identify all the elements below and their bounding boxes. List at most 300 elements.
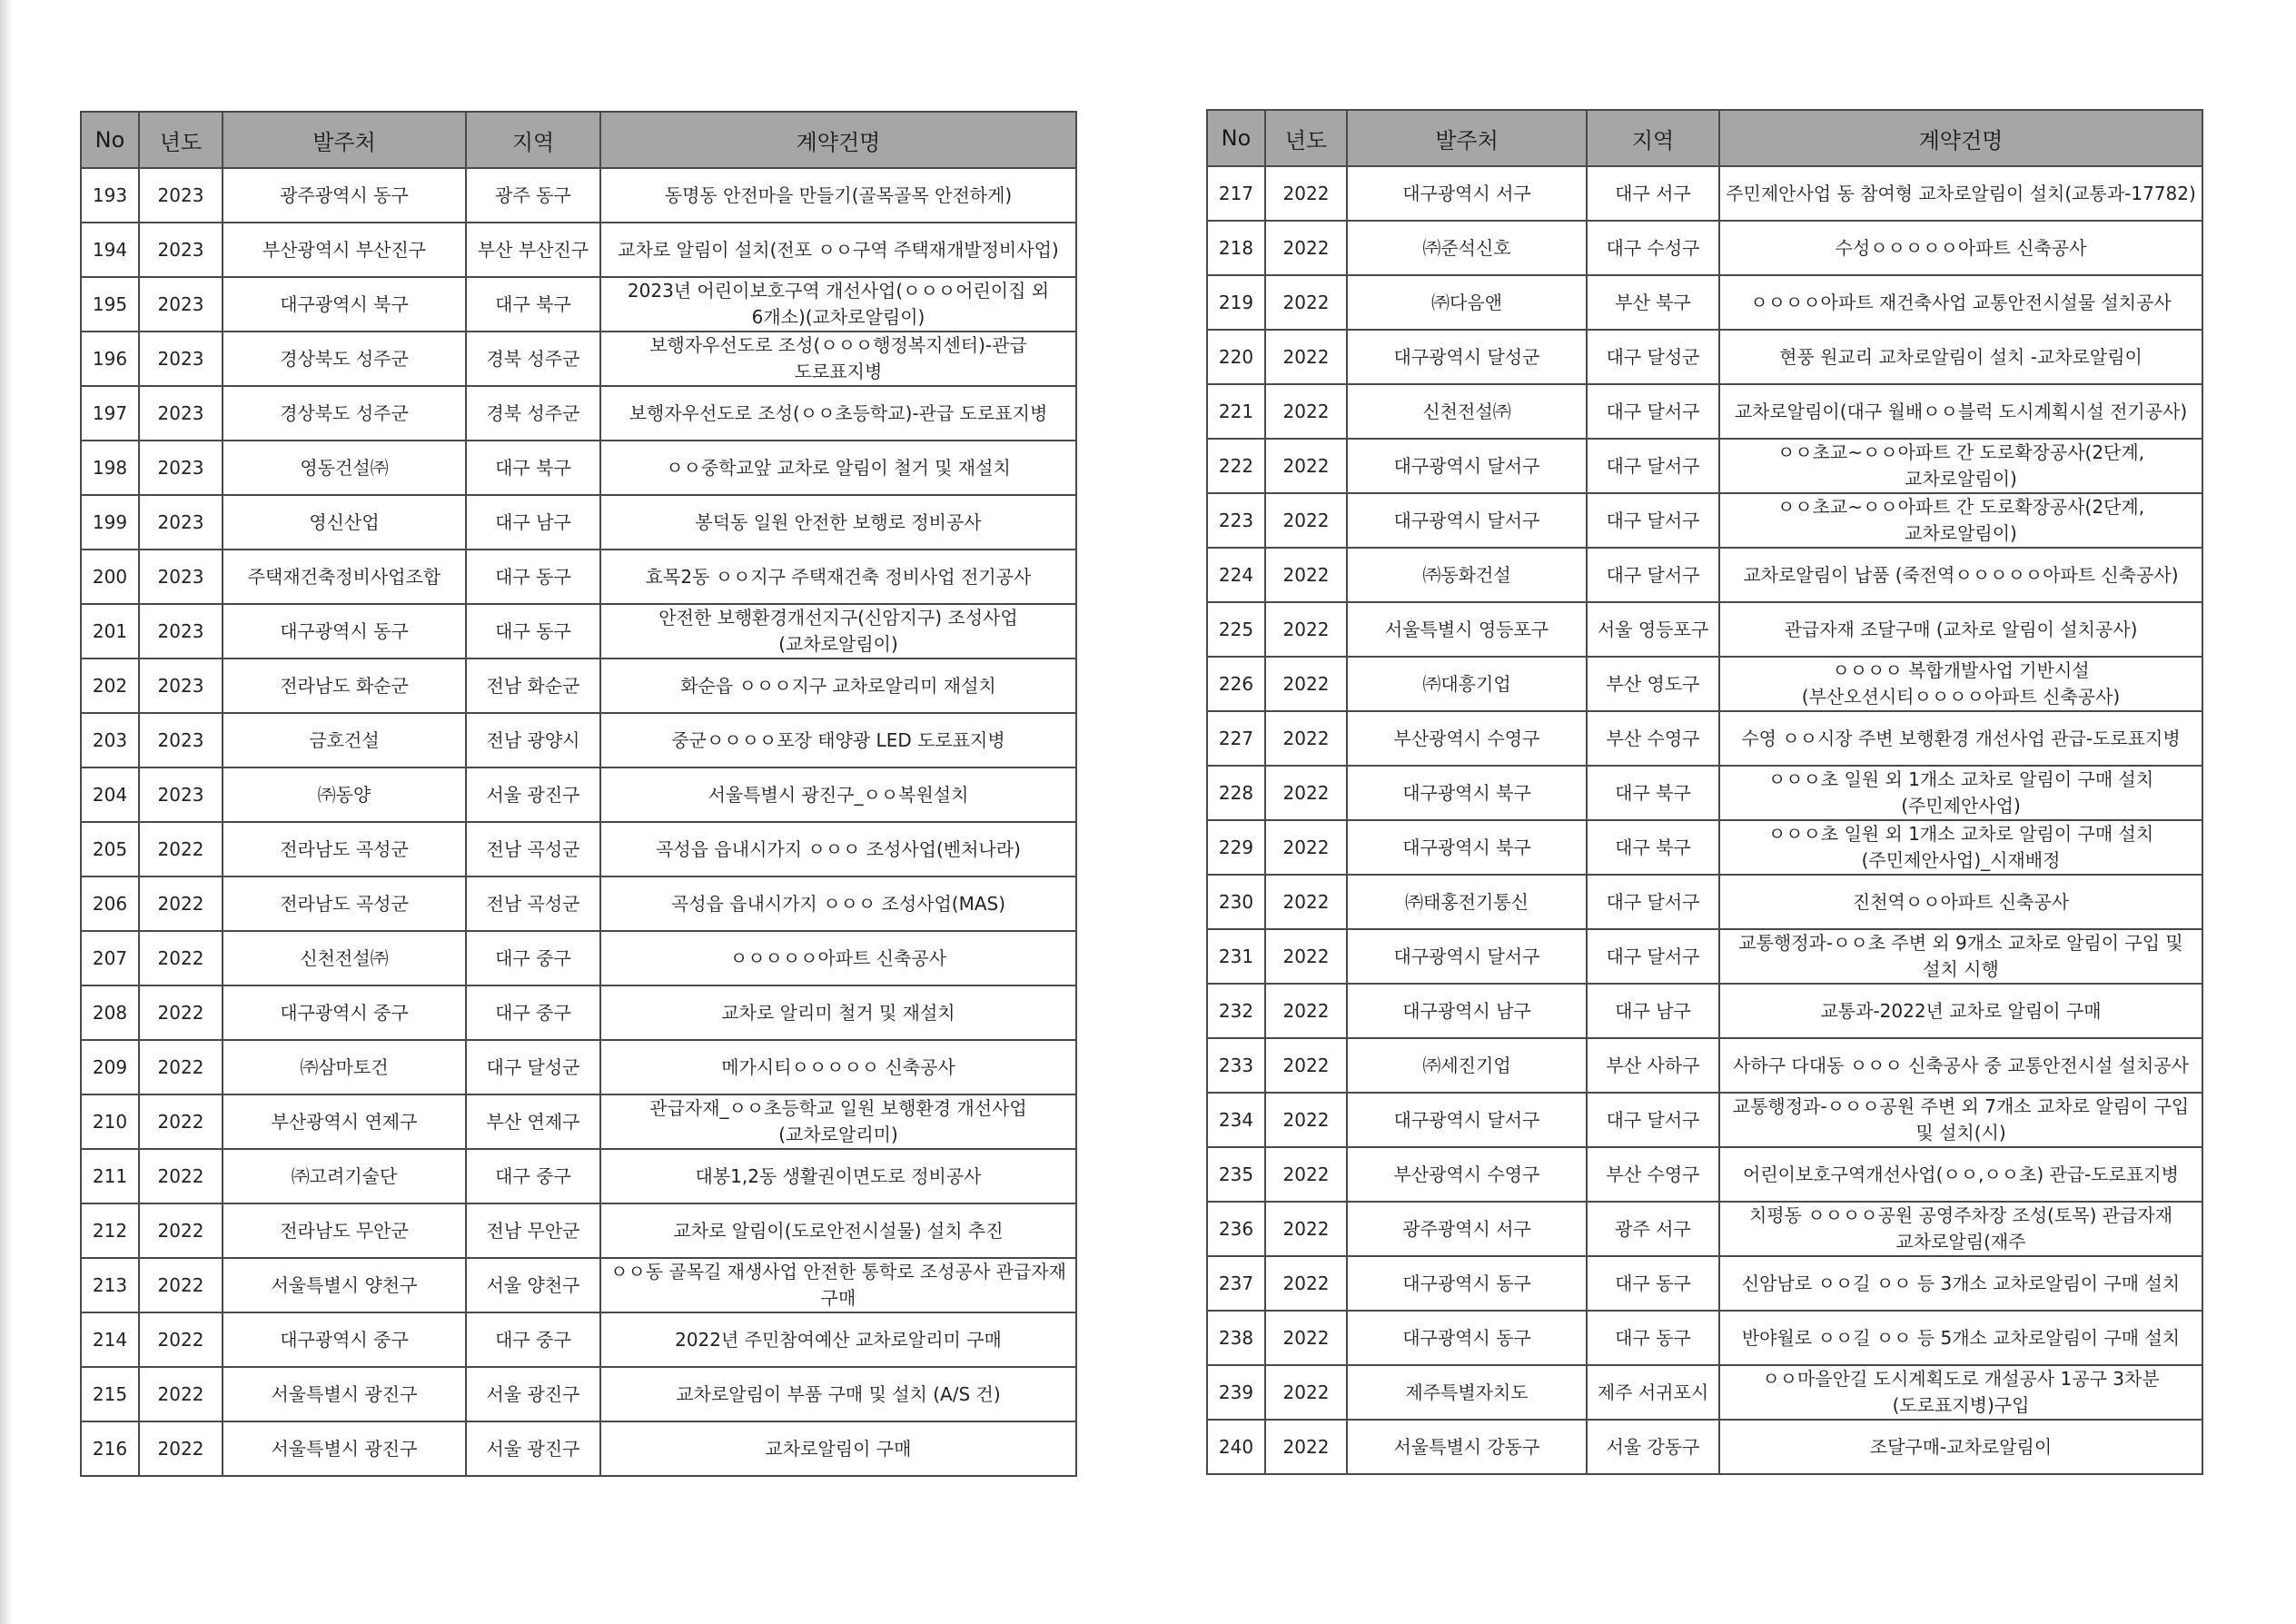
cell-client: 대구광역시 동구	[1347, 1256, 1587, 1311]
cell-client: 대구광역시 북구	[1347, 766, 1587, 820]
cell-region: 대구 남구	[1587, 984, 1719, 1038]
cell-no: 198	[81, 441, 139, 495]
cell-region: 대구 달서구	[1587, 1093, 1719, 1147]
table-row	[1207, 929, 2202, 984]
cell-no: 239	[1207, 1365, 1265, 1420]
cell-client: 대구광역시 달서구	[1347, 493, 1587, 548]
right-page	[1148, 0, 2296, 1624]
cell-year: 2023	[139, 713, 223, 767]
cell-contract-name: 교차로 알리미 철거 및 재설치	[600, 985, 1076, 1040]
table-row	[81, 550, 1076, 604]
table-row	[1207, 221, 2202, 275]
cell-region: 광주 동구	[466, 168, 600, 223]
table-row	[1207, 1093, 2202, 1147]
cell-year: 2023	[139, 386, 223, 441]
cell-contract-name: 메가시티ㅇㅇㅇㅇㅇ 신축공사	[600, 1040, 1076, 1094]
table-row	[1207, 548, 2202, 602]
cell-region: 대구 북구	[1587, 820, 1719, 875]
cell-contract-name: ㅇㅇ동 골목길 재생사업 안전한 통학로 조성공사 관급자재 구매	[600, 1258, 1076, 1312]
cell-year: 2023	[139, 604, 223, 659]
cell-region: 대구 중구	[466, 1312, 600, 1367]
cell-no: 232	[1207, 984, 1265, 1038]
cell-contract-name: 교통행정과-ㅇㅇㅇ공원 주변 외 7개소 교차로 알림이 구입 및 설치(시)	[1719, 1093, 2202, 1147]
table-row	[81, 1040, 1076, 1094]
cell-contract-name: ㅇㅇㅇ초 일원 외 1개소 교차로 알림이 구매 설치(주민제안사업)	[1719, 766, 2202, 820]
cell-contract-name: 교차로알림이 부품 구매 및 설치 (A/S 건)	[600, 1367, 1076, 1421]
header-client: 발주처	[1347, 110, 1587, 166]
table-row	[81, 876, 1076, 931]
cell-region: 부산 수영구	[1587, 1147, 1719, 1202]
cell-no: 204	[81, 767, 139, 822]
cell-client: 금호건설	[223, 713, 466, 767]
cell-no: 220	[1207, 330, 1265, 384]
cell-no: 237	[1207, 1256, 1265, 1311]
cell-year: 2022	[1265, 1256, 1347, 1311]
contracts-table-right	[1206, 109, 2203, 1475]
table-row	[81, 168, 1076, 223]
cell-client: 서울특별시 광진구	[223, 1421, 466, 1476]
table-row	[81, 985, 1076, 1040]
cell-client: 대구광역시 중구	[223, 985, 466, 1040]
cell-year: 2022	[139, 931, 223, 985]
cell-year: 2023	[139, 495, 223, 550]
cell-year: 2023	[139, 223, 223, 277]
cell-contract-name: 주민제안사업 동 참여형 교차로알림이 설치(교통과-17782)	[1719, 166, 2202, 221]
cell-region: 대구 중구	[466, 985, 600, 1040]
cell-client: 전라남도 화순군	[223, 659, 466, 713]
cell-year: 2023	[139, 332, 223, 386]
cell-region: 경북 성주군	[466, 332, 600, 386]
table-row	[81, 386, 1076, 441]
cell-contract-name: 교차로알림이 납품 (죽전역ㅇㅇㅇㅇㅇ아파트 신축공사)	[1719, 548, 2202, 602]
cell-year: 2022	[1265, 711, 1347, 766]
table-row	[81, 1203, 1076, 1258]
cell-contract-name: 반야월로 ㅇㅇ길 ㅇㅇ 등 5개소 교차로알림이 구매 설치	[1719, 1311, 2202, 1365]
cell-contract-name: 화순읍 ㅇㅇㅇ지구 교차로알리미 재설치	[600, 659, 1076, 713]
cell-no: 205	[81, 822, 139, 876]
cell-region: 대구 동구	[1587, 1311, 1719, 1365]
cell-contract-name: ㅇㅇ중학교앞 교차로 알림이 철거 및 재설치	[600, 441, 1076, 495]
cell-client: 서울특별시 양천구	[223, 1258, 466, 1312]
cell-no: 225	[1207, 602, 1265, 657]
cell-client: 영신산업	[223, 495, 466, 550]
table-row	[1207, 766, 2202, 820]
table-row	[81, 1312, 1076, 1367]
cell-region: 전남 화순군	[466, 659, 600, 713]
cell-contract-name: 교차로 알림이 설치(전포 ㅇㅇ구역 주택재개발정비사업)	[600, 223, 1076, 277]
cell-region: 서울 광진구	[466, 767, 600, 822]
cell-no: 219	[1207, 275, 1265, 330]
cell-region: 대구 동구	[466, 604, 600, 659]
cell-region: 경북 성주군	[466, 386, 600, 441]
cell-client: ㈜고려기술단	[223, 1149, 466, 1203]
cell-no: 227	[1207, 711, 1265, 766]
cell-no: 221	[1207, 384, 1265, 439]
cell-year: 2022	[139, 1094, 223, 1149]
cell-contract-name: 조달구매-교차로알림이	[1719, 1420, 2202, 1474]
header-year: 년도	[139, 112, 223, 168]
cell-contract-name: 사하구 다대동 ㅇㅇㅇ 신축공사 중 교통안전시설 설치공사	[1719, 1038, 2202, 1093]
table-row	[81, 1367, 1076, 1421]
cell-no: 217	[1207, 166, 1265, 221]
cell-year: 2022	[1265, 929, 1347, 984]
cell-year: 2022	[139, 1149, 223, 1203]
cell-contract-name: 교차로알림이(대구 월배ㅇㅇ블럭 도시계획시설 전기공사)	[1719, 384, 2202, 439]
cell-year: 2022	[1265, 384, 1347, 439]
cell-client: 전라남도 곡성군	[223, 822, 466, 876]
table-body-left	[81, 168, 1076, 1476]
table-row	[81, 713, 1076, 767]
cell-region: 대구 달서구	[1587, 548, 1719, 602]
table-header-row	[81, 112, 1076, 168]
cell-region: 부산 영도구	[1587, 657, 1719, 711]
cell-client: 부산광역시 수영구	[1347, 711, 1587, 766]
cell-no: 230	[1207, 875, 1265, 929]
cell-client: ㈜대흥기업	[1347, 657, 1587, 711]
table-row	[1207, 1256, 2202, 1311]
cell-region: 대구 달서구	[1587, 929, 1719, 984]
cell-client: 부산광역시 부산진구	[223, 223, 466, 277]
cell-no: 231	[1207, 929, 1265, 984]
table-row	[1207, 330, 2202, 384]
cell-region: 전남 광양시	[466, 713, 600, 767]
cell-no: 202	[81, 659, 139, 713]
cell-client: 경상북도 성주군	[223, 386, 466, 441]
cell-region: 대구 중구	[466, 931, 600, 985]
cell-year: 2022	[1265, 1202, 1347, 1256]
cell-region: 대구 중구	[466, 1149, 600, 1203]
cell-region: 부산 연제구	[466, 1094, 600, 1149]
cell-client: 서울특별시 영등포구	[1347, 602, 1587, 657]
cell-client: 대구광역시 북구	[223, 277, 466, 332]
cell-region: 대구 동구	[466, 550, 600, 604]
cell-no: 195	[81, 277, 139, 332]
cell-contract-name: ㅇㅇ초교~ㅇㅇ아파트 간 도로확장공사(2단계, 교차로알림이)	[1719, 439, 2202, 493]
cell-region: 부산 부산진구	[466, 223, 600, 277]
header-no: No	[81, 112, 139, 168]
table-row	[1207, 1202, 2202, 1256]
cell-region: 대구 달서구	[1587, 493, 1719, 548]
table-row	[81, 931, 1076, 985]
table-row	[1207, 1365, 2202, 1420]
cell-year: 2022	[1265, 439, 1347, 493]
cell-year: 2023	[139, 550, 223, 604]
contracts-table-left	[80, 111, 1077, 1477]
cell-contract-name: 어린이보호구역개선사업(ㅇㅇ,ㅇㅇ초) 관급-도로표지병	[1719, 1147, 2202, 1202]
header-client: 발주처	[223, 112, 466, 168]
cell-client: ㈜준석신호	[1347, 221, 1587, 275]
table-row	[1207, 1311, 2202, 1365]
cell-client: 대구광역시 달서구	[1347, 439, 1587, 493]
cell-client: 부산광역시 수영구	[1347, 1147, 1587, 1202]
cell-region: 서울 광진구	[466, 1421, 600, 1476]
cell-year: 2022	[139, 1312, 223, 1367]
cell-contract-name: 보행자우선도로 조성(ㅇㅇㅇ행정복지센터)-관급 도로표지병	[600, 332, 1076, 386]
cell-contract-name: 진천역ㅇㅇ아파트 신축공사	[1719, 875, 2202, 929]
table-row	[1207, 657, 2202, 711]
cell-contract-name: 교통행정과-ㅇㅇ초 주변 외 9개소 교차로 알림이 구입 및 설치 시행	[1719, 929, 2202, 984]
table-row	[1207, 493, 2202, 548]
cell-client: 전라남도 곡성군	[223, 876, 466, 931]
cell-contract-name: 현풍 원교리 교차로알림이 설치 -교차로알림이	[1719, 330, 2202, 384]
cell-no: 224	[1207, 548, 1265, 602]
header-region: 지역	[466, 112, 600, 168]
cell-client: 신천전설㈜	[223, 931, 466, 985]
table-row	[81, 223, 1076, 277]
table-row	[1207, 711, 2202, 766]
cell-region: 대구 북구	[466, 441, 600, 495]
header-no: No	[1207, 110, 1265, 166]
cell-contract-name: 곡성읍 읍내시가지 ㅇㅇㅇ 조성사업(벤처나라)	[600, 822, 1076, 876]
cell-no: 197	[81, 386, 139, 441]
cell-no: 222	[1207, 439, 1265, 493]
cell-contract-name: 2023년 어린이보호구역 개선사업(ㅇㅇㅇ어린이집 외 6개소)(교차로알림이)	[600, 277, 1076, 332]
cell-region: 대구 동구	[1587, 1256, 1719, 1311]
cell-year: 2023	[139, 767, 223, 822]
cell-contract-name: ㅇㅇ초교~ㅇㅇ아파트 간 도로확장공사(2단계, 교차로알림이)	[1719, 493, 2202, 548]
cell-no: 193	[81, 168, 139, 223]
cell-contract-name: 관급자재_ㅇㅇ초등학교 일원 보행환경 개선사업(교차로알리미)	[600, 1094, 1076, 1149]
cell-no: 235	[1207, 1147, 1265, 1202]
cell-region: 대구 북구	[466, 277, 600, 332]
cell-client: 주택재건축정비사업조합	[223, 550, 466, 604]
cell-client: 광주광역시 동구	[223, 168, 466, 223]
table-row	[1207, 875, 2202, 929]
cell-no: 200	[81, 550, 139, 604]
cell-region: 대구 수성구	[1587, 221, 1719, 275]
table-row	[81, 1149, 1076, 1203]
cell-no: 199	[81, 495, 139, 550]
cell-client: 대구광역시 북구	[1347, 820, 1587, 875]
table-row	[1207, 1147, 2202, 1202]
table-row	[81, 495, 1076, 550]
table-row	[1207, 439, 2202, 493]
cell-contract-name: 중군ㅇㅇㅇㅇ포장 태양광 LED 도로표지병	[600, 713, 1076, 767]
cell-contract-name: 곡성읍 읍내시가지 ㅇㅇㅇ 조성사업(MAS)	[600, 876, 1076, 931]
cell-contract-name: 신암남로 ㅇㅇ길 ㅇㅇ 등 3개소 교차로알림이 구매 설치	[1719, 1256, 2202, 1311]
cell-client: 대구광역시 남구	[1347, 984, 1587, 1038]
cell-year: 2022	[1265, 275, 1347, 330]
cell-client: 대구광역시 동구	[223, 604, 466, 659]
cell-year: 2022	[1265, 820, 1347, 875]
cell-year: 2022	[1265, 1365, 1347, 1420]
cell-year: 2022	[139, 822, 223, 876]
cell-region: 대구 달성군	[466, 1040, 600, 1094]
cell-contract-name: ㅇㅇㅇㅇㅇ아파트 신축공사	[600, 931, 1076, 985]
cell-region: 서울 광진구	[466, 1367, 600, 1421]
cell-client: 신천전설㈜	[1347, 384, 1587, 439]
cell-contract-name: 수성ㅇㅇㅇㅇㅇ아파트 신축공사	[1719, 221, 2202, 275]
cell-no: 238	[1207, 1311, 1265, 1365]
cell-no: 194	[81, 223, 139, 277]
cell-year: 2022	[139, 1421, 223, 1476]
cell-client: ㈜세진기업	[1347, 1038, 1587, 1093]
cell-no: 201	[81, 604, 139, 659]
table-row	[81, 604, 1076, 659]
cell-no: 228	[1207, 766, 1265, 820]
cell-no: 212	[81, 1203, 139, 1258]
table-row	[1207, 984, 2202, 1038]
cell-no: 218	[1207, 221, 1265, 275]
cell-region: 대구 달성군	[1587, 330, 1719, 384]
cell-year: 2023	[139, 441, 223, 495]
cell-contract-name: ㅇㅇㅇㅇ아파트 재건축사업 교통안전시설물 설치공사	[1719, 275, 2202, 330]
header-contract: 계약건명	[600, 112, 1076, 168]
table-row	[81, 767, 1076, 822]
cell-no: 234	[1207, 1093, 1265, 1147]
cell-client: 전라남도 무안군	[223, 1203, 466, 1258]
cell-no: 213	[81, 1258, 139, 1312]
cell-client: 경상북도 성주군	[223, 332, 466, 386]
cell-no: 240	[1207, 1420, 1265, 1474]
cell-contract-name: 교차로알림이 구매	[600, 1421, 1076, 1476]
table-row	[1207, 384, 2202, 439]
cell-client: ㈜태홍전기통신	[1347, 875, 1587, 929]
cell-region: 대구 달서구	[1587, 439, 1719, 493]
cell-contract-name: 보행자우선도로 조성(ㅇㅇ초등학교)-관급 도로표지병	[600, 386, 1076, 441]
table-row	[81, 1258, 1076, 1312]
cell-contract-name: 교통과-2022년 교차로 알림이 구매	[1719, 984, 2202, 1038]
cell-client: ㈜삼마토건	[223, 1040, 466, 1094]
cell-year: 2022	[1265, 766, 1347, 820]
table-row	[81, 277, 1076, 332]
cell-region: 부산 수영구	[1587, 711, 1719, 766]
cell-year: 2022	[139, 1367, 223, 1421]
cell-year: 2022	[1265, 330, 1347, 384]
cell-client: 제주특별자치도	[1347, 1365, 1587, 1420]
cell-year: 2023	[139, 168, 223, 223]
cell-no: 203	[81, 713, 139, 767]
cell-no: 206	[81, 876, 139, 931]
cell-year: 2022	[1265, 1093, 1347, 1147]
cell-year: 2022	[1265, 984, 1347, 1038]
cell-year: 2022	[1265, 166, 1347, 221]
cell-year: 2022	[1265, 657, 1347, 711]
cell-contract-name: ㅇㅇ마을안길 도시계획도로 개설공사 1공구 3차분(도로표지병)구입	[1719, 1365, 2202, 1420]
cell-region: 제주 서귀포시	[1587, 1365, 1719, 1420]
table-row	[1207, 820, 2202, 875]
cell-no: 209	[81, 1040, 139, 1094]
cell-year: 2022	[139, 1203, 223, 1258]
cell-year: 2022	[1265, 602, 1347, 657]
header-region: 지역	[1587, 110, 1719, 166]
cell-year: 2022	[1265, 493, 1347, 548]
header-contract: 계약건명	[1719, 110, 2202, 166]
cell-contract-name: 수영 ㅇㅇ시장 주변 보행환경 개선사업 관급-도로표지병	[1719, 711, 2202, 766]
cell-region: 전남 곡성군	[466, 876, 600, 931]
table-row	[1207, 1038, 2202, 1093]
cell-year: 2022	[1265, 1038, 1347, 1093]
cell-region: 대구 달서구	[1587, 384, 1719, 439]
cell-no: 233	[1207, 1038, 1265, 1093]
cell-no: 226	[1207, 657, 1265, 711]
cell-no: 215	[81, 1367, 139, 1421]
table-row	[1207, 602, 2202, 657]
cell-no: 216	[81, 1421, 139, 1476]
cell-contract-name: ㅇㅇㅇ초 일원 외 1개소 교차로 알림이 구매 설치(주민제안사업)_시재배정	[1719, 820, 2202, 875]
cell-region: 대구 달서구	[1587, 875, 1719, 929]
cell-year: 2023	[139, 659, 223, 713]
cell-client: 대구광역시 서구	[1347, 166, 1587, 221]
cell-no: 207	[81, 931, 139, 985]
table-row	[1207, 275, 2202, 330]
cell-contract-name: 봉덕동 일원 안전한 보행로 정비공사	[600, 495, 1076, 550]
cell-region: 대구 남구	[466, 495, 600, 550]
cell-client: 영동건설㈜	[223, 441, 466, 495]
cell-client: 대구광역시 달서구	[1347, 929, 1587, 984]
table-row	[1207, 1420, 2202, 1474]
cell-contract-name: 교차로 알림이(도로안전시설물) 설치 추진	[600, 1203, 1076, 1258]
cell-contract-name: 동명동 안전마을 만들기(골목골목 안전하게)	[600, 168, 1076, 223]
cell-client: 대구광역시 달서구	[1347, 1093, 1587, 1147]
cell-client: ㈜동화건설	[1347, 548, 1587, 602]
table-header-row	[1207, 110, 2202, 166]
cell-client: ㈜동양	[223, 767, 466, 822]
cell-region: 서울 강동구	[1587, 1420, 1719, 1474]
table-row	[81, 1421, 1076, 1476]
cell-client: 서울특별시 강동구	[1347, 1420, 1587, 1474]
cell-no: 223	[1207, 493, 1265, 548]
table-row	[81, 1094, 1076, 1149]
cell-no: 229	[1207, 820, 1265, 875]
cell-region: 광주 서구	[1587, 1202, 1719, 1256]
cell-client: ㈜다음앤	[1347, 275, 1587, 330]
cell-contract-name: 대봉1,2동 생활권이면도로 정비공사	[600, 1149, 1076, 1203]
header-year: 년도	[1265, 110, 1347, 166]
cell-contract-name: ㅇㅇㅇㅇ 복합개발사업 기반시설 (부산오션시티ㅇㅇㅇㅇ아파트 신축공사)	[1719, 657, 2202, 711]
cell-client: 서울특별시 광진구	[223, 1367, 466, 1421]
cell-contract-name: 2022년 주민참여예산 교차로알리미 구매	[600, 1312, 1076, 1367]
cell-year: 2022	[1265, 1147, 1347, 1202]
cell-client: 대구광역시 중구	[223, 1312, 466, 1367]
cell-year: 2022	[1265, 875, 1347, 929]
cell-no: 211	[81, 1149, 139, 1203]
cell-no: 210	[81, 1094, 139, 1149]
cell-region: 대구 서구	[1587, 166, 1719, 221]
table-row	[81, 332, 1076, 386]
cell-contract-name: 효목2동 ㅇㅇ지구 주택재건축 정비사업 전기공사	[600, 550, 1076, 604]
cell-contract-name: 치평동 ㅇㅇㅇㅇ공원 공영주차장 조성(토목) 관급자재 교차로알림(재주	[1719, 1202, 2202, 1256]
cell-year: 2023	[139, 277, 223, 332]
table-row	[81, 822, 1076, 876]
cell-year: 2022	[139, 985, 223, 1040]
cell-no: 208	[81, 985, 139, 1040]
cell-year: 2022	[139, 1258, 223, 1312]
cell-year: 2022	[1265, 221, 1347, 275]
table-row	[1207, 166, 2202, 221]
cell-contract-name: 안전한 보행환경개선지구(신암지구) 조성사업(교차로알림이)	[600, 604, 1076, 659]
cell-region: 부산 북구	[1587, 275, 1719, 330]
cell-client: 광주광역시 서구	[1347, 1202, 1587, 1256]
cell-year: 2022	[1265, 548, 1347, 602]
cell-region: 전남 곡성군	[466, 822, 600, 876]
cell-region: 대구 북구	[1587, 766, 1719, 820]
cell-client: 대구광역시 달성군	[1347, 330, 1587, 384]
cell-year: 2022	[139, 1040, 223, 1094]
cell-region: 서울 영등포구	[1587, 602, 1719, 657]
table-row	[81, 441, 1076, 495]
cell-region: 서울 양천구	[466, 1258, 600, 1312]
cell-year: 2022	[1265, 1420, 1347, 1474]
cell-contract-name: 서울특별시 광진구_ㅇㅇ복원설치	[600, 767, 1076, 822]
cell-no: 236	[1207, 1202, 1265, 1256]
cell-client: 부산광역시 연제구	[223, 1094, 466, 1149]
cell-region: 전남 무안군	[466, 1203, 600, 1258]
table-row	[81, 659, 1076, 713]
cell-no: 214	[81, 1312, 139, 1367]
cell-no: 196	[81, 332, 139, 386]
cell-region: 부산 사하구	[1587, 1038, 1719, 1093]
